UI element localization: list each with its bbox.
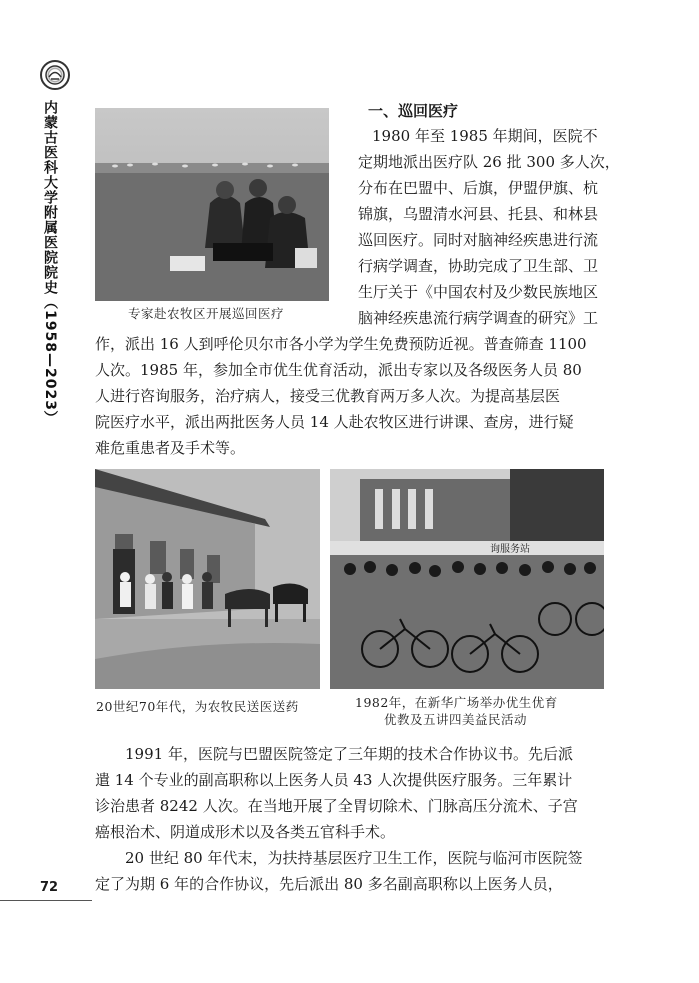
paragraph-line: 定了为期 6 年的合作协议，先后派出 80 多名副高职称以上医务人员， (95, 875, 563, 893)
photo1-caption: 专家赴农牧区开展巡回医疗 (128, 306, 285, 321)
paragraph-line: 生厅关于《中国农村及少数民族地区 (358, 283, 599, 301)
paragraph-line: 1980 年至 1985 年期间，医院不 (372, 127, 598, 145)
section-heading: 一、巡回医疗 (368, 102, 459, 120)
photo3-sign-text: 询服务站 (490, 544, 530, 555)
paragraph-line: 院医疗水平，派出两批医务人员 14 人赴农牧区进行讲课、查房，进行疑 (95, 413, 574, 431)
page-sidebar (0, 0, 90, 983)
paragraph-line: 人进行咨询服务，治疗病人，接受三优教育两万多人次。为提高基层医 (95, 387, 561, 405)
photo-xinhua-square-event (330, 469, 604, 689)
hospital-emblem-icon (40, 60, 70, 90)
paragraph-line: 遣 14 个专业的副高职称以上医务人员 43 人次提供医疗服务。三年累计 (95, 771, 573, 789)
photo-rural-medical-tour (95, 108, 329, 301)
paragraph-line: 癌根治术、阴道成形术以及各类五官科手术。 (95, 823, 396, 841)
paragraph-line: 行病学调查，协助完成了卫生部、卫 (358, 257, 599, 275)
paragraph-line: 分布在巴盟中、后旗，伊盟伊旗、杭 (358, 179, 599, 197)
paragraph-line: 作，派出 16 人到呼伦贝尔市各小学为学生免费预防近视。普查筛查 1100 (95, 335, 587, 353)
paragraph-line: 锦旗，乌盟清水河县、托县、和林县 (358, 205, 599, 223)
paragraph-line: 1991 年，医院与巴盟医院签定了三年期的技术合作协议书。先后派 (125, 745, 573, 763)
photo-delivering-medicine (95, 469, 320, 689)
paragraph-line: 20 世纪 80 年代末，为扶持基层医疗卫生工作，医院与临河市医院签 (125, 849, 583, 867)
book-title: 内蒙古医科大学附属医院院史（1958—2023） (42, 100, 58, 426)
page-number: 72 (40, 880, 59, 895)
paragraph-line: 难危重患者及手术等。 (95, 439, 246, 457)
paragraph-line: 人次。1985 年，参加全市优生优育活动，派出专家以及各级医务人员 80 (95, 361, 582, 379)
paragraph-line: 诊治患者 8242 人次。在当地开展了全胃切除术、门脉高压分流术、子宫 (95, 797, 578, 815)
page-footer-rule (0, 900, 92, 901)
photo3-caption-line-2: 优教及五讲四美益民活动 (384, 712, 528, 727)
paragraph-line: 定期地派出医疗队 26 批 300 多人次， (358, 153, 620, 171)
photo3-caption-line-1: 1982年，在新华广场举办优生优育 (355, 695, 558, 710)
paragraph-line: 脑神经疾患流行病学调查的研究》工 (358, 309, 599, 327)
paragraph-line: 巡回医疗。同时对脑神经疾患进行流 (358, 231, 599, 249)
photo2-caption: 20世纪70年代，为农牧民送医送药 (96, 699, 299, 714)
